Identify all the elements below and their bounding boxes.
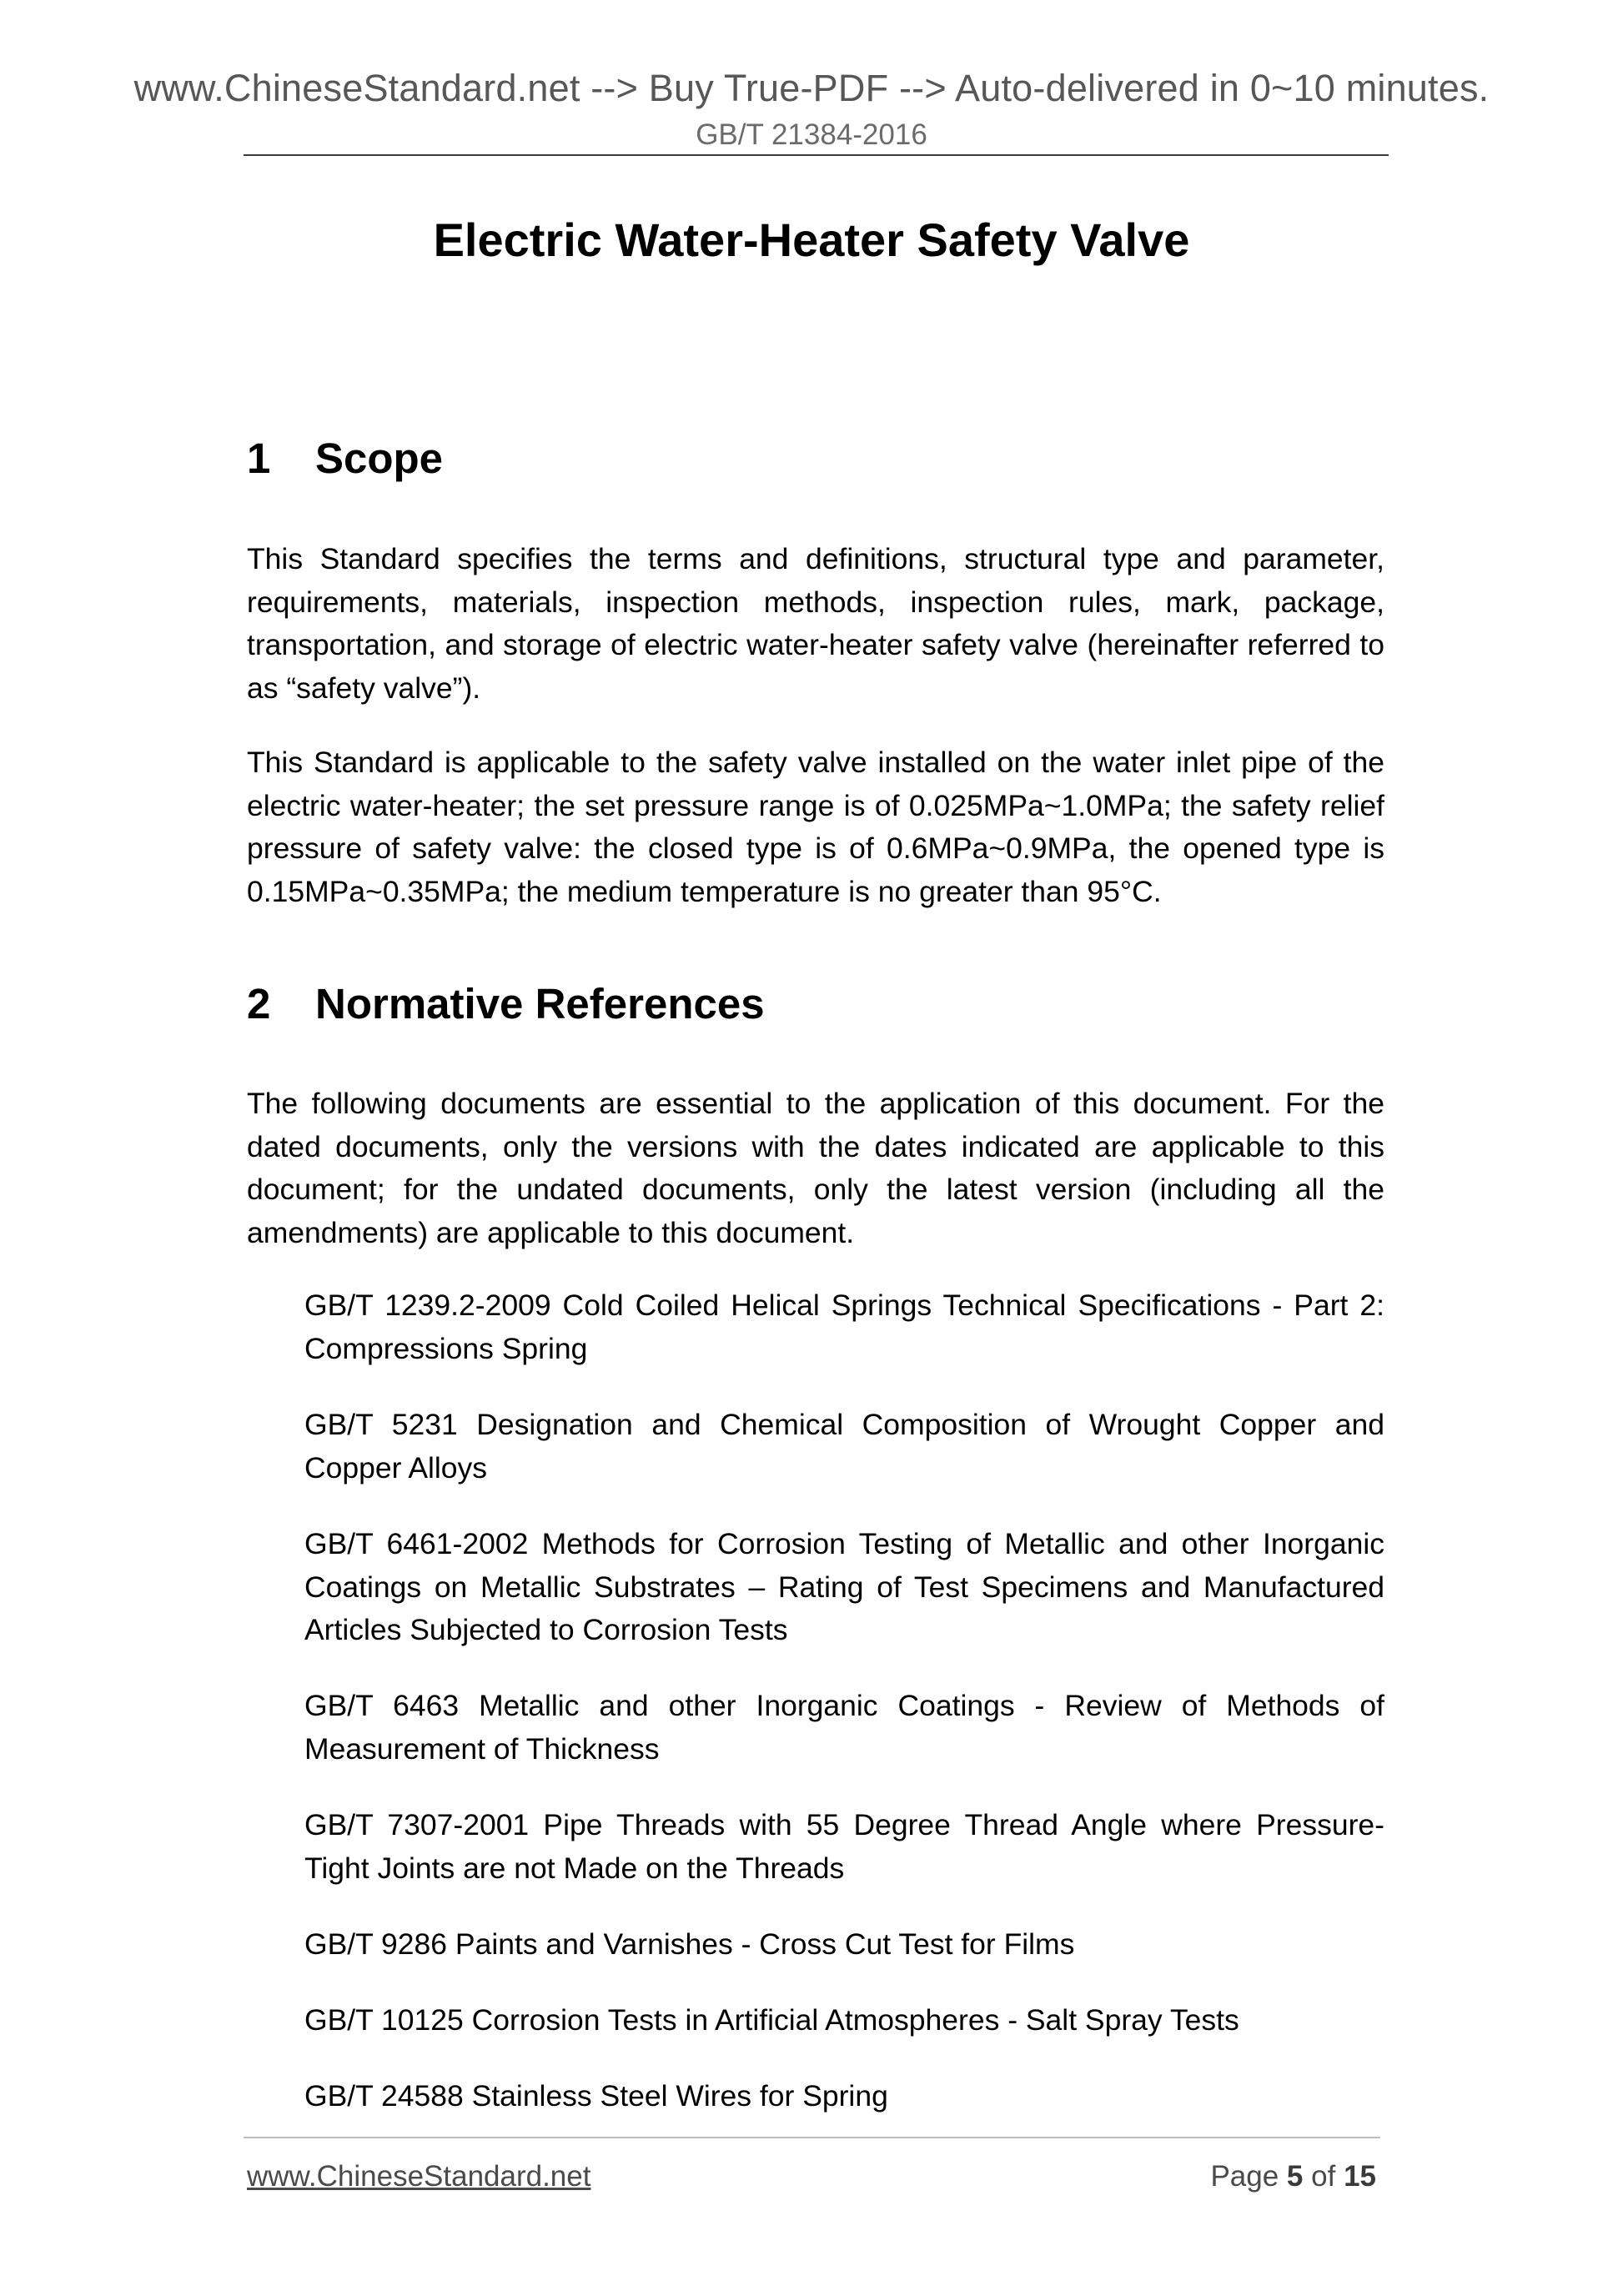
page-of: of <box>1311 2160 1336 2193</box>
section-title: Scope <box>315 435 444 482</box>
section-heading-normative-references <box>247 977 765 1031</box>
section-number: 2 <box>247 980 271 1027</box>
scope-paragraph: This Standard is applicable to the safety valve installed on the water inlet pipe of the electric water-heater; the set pressure range is of 0.025MPa~1.0MPa; the safety relief pressure of safety valve: the closed type is of 0.6MPa~0.9MPa, the opened type is 0.15MPa~0.35MPa; the medium temperature is no greater than 95°C. <box>247 746 1384 908</box>
footer-website-link[interactable]: www.ChineseStandard.net <box>247 2160 591 2193</box>
document-title: Electric Water-Heater Safety Valve <box>433 214 1190 266</box>
reference-item: GB/T 6461-2002 Methods for Corrosion Testing of Metallic and other Inorganic Coatings on Metallic Substrates – Rating of Test Specimens and Manufactured Articles Subjected to Corrosion Tests <box>304 1527 1384 1646</box>
section-title: Normative References <box>315 980 765 1027</box>
section-heading-scope <box>247 432 443 485</box>
references-intro-paragraph: The following documents are essential to the application of this document. For the dated documents, only the versions with the dates indicated are applicable to this document; for the undated documents, only the latest version (including all the amendments) are applicable to this document. <box>247 1087 1384 1249</box>
scope-paragraph: This Standard specifies the terms and definitions, structural type and parameter, requirements, materials, inspection methods, inspection rules, mark, package, transportation, and storage of electric water-heater safety valve (hereinafter referred to as “safety valve”). <box>247 542 1384 705</box>
reference-item: GB/T 5231 Designation and Chemical Composition of Wrought Copper and Copper Alloys <box>304 1408 1384 1485</box>
page-current: 5 <box>1286 2160 1304 2193</box>
reference-item: GB/T 10125 Corrosion Tests in Artificial Atmospheres - Salt Spray Tests <box>304 2003 1239 2037</box>
header-divider <box>244 154 1389 156</box>
header-banner: www.ChineseStandard.net --> Buy True-PDF --> Auto-delivered in 0~10 minutes. <box>133 67 1490 109</box>
page-indicator <box>1210 2158 1376 2195</box>
page-word: Page <box>1210 2160 1279 2193</box>
reference-item: GB/T 7307-2001 Pipe Threads with 55 Degree Thread Angle where Pressure-Tight Joints are not Made on the Threads <box>304 1808 1384 1885</box>
reference-item: GB/T 6463 Metallic and other Inorganic Coatings - Review of Methods of Measurement of Thickness <box>304 1689 1384 1766</box>
page-total: 15 <box>1344 2160 1376 2193</box>
reference-item: GB/T 9286 Paints and Varnishes - Cross Cut Test for Films <box>304 1927 1075 1961</box>
reference-item: GB/T 24588 Stainless Steel Wires for Spring <box>304 2079 888 2113</box>
reference-item: GB/T 1239.2-2009 Cold Coiled Helical Springs Technical Specifications - Part 2: Compressions Spring <box>304 1289 1384 1365</box>
section-number: 1 <box>247 435 271 482</box>
footer-divider <box>244 2137 1380 2138</box>
header-standard-number: GB/T 21384-2016 <box>696 118 927 151</box>
